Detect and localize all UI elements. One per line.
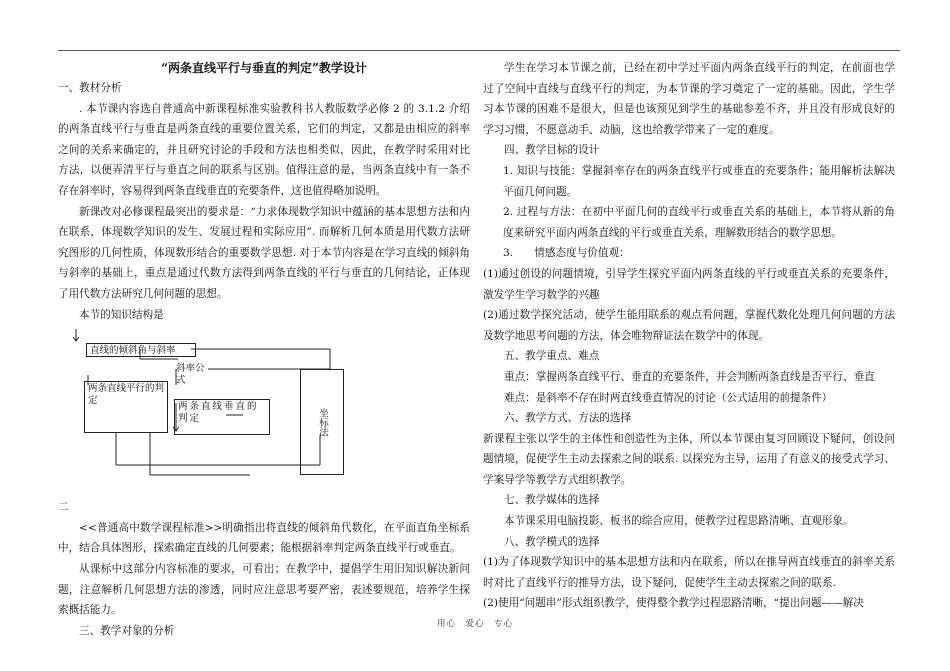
difficult-point: 难点：是斜率不存在时两直线垂直情况的讨论（公式适用的前提条件）	[504, 391, 833, 404]
right-column	[483, 58, 895, 614]
paragraph-structure-intro: 本节的知识结构是	[79, 308, 164, 321]
goal-process-method: 2. 过程与方法：在初中平面几何的直线平行或垂直关系的基础上，本节将从新的角度来研究平面内两条直线的平行或垂直关系，理解数形结合的数学思想。	[503, 206, 895, 239]
section-heading-4: 四、教学目标的设计	[504, 144, 600, 157]
box-perpendicular-criterion: 两条直线垂直的判定	[174, 399, 270, 435]
knowledge-structure-diagram	[58, 325, 470, 497]
section-heading-6: 六、教学方式、方法的选择	[504, 412, 632, 425]
section-heading-5: 五、教学重点、难点	[504, 350, 600, 363]
box-coordinate-method: 坐标法	[300, 369, 344, 475]
left-column	[58, 58, 470, 641]
paragraph-textbook-analysis: . 本节课内容选自普通高中新课程标准实验教科书人教版数学必修 2 的 3.1.2 介绍的两条直线平行与垂直是两条直线的重要位置关系，它们的判定，又都是由相应的斜率之间的关系来确定的，并且研究讨论的手段和方法也相类似，因此，在教学时采用对比方法，以便弄清平行与垂直之间的联系与区别。值得注意的是，当两条直线中有一条不存在斜率时，容易得到两条直线垂直的充要条件，这也值得略加说明。	[58, 102, 470, 197]
document-title: “两条直线平行与垂直的判定”教学设计	[161, 61, 367, 75]
paragraph-student-analysis: 学生在学习本节课之前，已经在初中学过平面内两条直线平行的判定，在前面也学过了空间中直线与直线平行的判定，为本节课的学习奠定了一定的基础。因此，学生学习本节课的困难不是很大，但是也该预见到学生的基础参差不齐，并且没有形成良好的学习习惯，不愿意动手、动脑，这也给教学带来了一定的难度。	[483, 62, 895, 136]
goal-emotion-attitude: 3. 情感态度与价值观：	[503, 247, 630, 260]
section-heading-1: 一、教材分析	[58, 82, 122, 94]
goal-emotion-item-1: (1)通过创设的问题情境，引导学生探究平面内两条直线的平行或垂直关系的充要条件，激发学生学习数学的兴趣	[483, 267, 895, 301]
goal-emotion-item-2: (2)通过数学探究活动，使学生能用联系的观点看问题，掌握代数化处理几何问题的方法及数学地思考问题的方法，体会唯物辩证法在数学中的体现。	[483, 309, 895, 342]
paragraph-standard-requirement: 从课标中这部分内容标准的要求，可看出；在教学中，提倡学生用旧知识解决新问题，注意解析几何思想方法的渗透，同时应注意思考要严密，表述要规范，培养学生探索概括能力。	[58, 562, 470, 617]
section-heading-8: 八、教学模式的选择	[504, 535, 600, 548]
paragraph-mode-2: (2)使用“问题串”形式组织教学，使得整个教学过程思路清晰，“提出问题——解决	[483, 597, 864, 610]
section-heading-3: 三、教学对象的分析	[79, 624, 175, 637]
top-rule	[58, 50, 900, 51]
paragraph-curriculum-reform: 新课改对必修课程最突出的要求是：“力求体现数学知识中蕴涵的基本思想方法和内在联系，体现数学知识的发生、发展过程和实际应用”. 而解析几何本质是用代数方法研究图形的几何性质，体现数形结合的重要数学思想. 对于本节内容是在学习直线的倾斜角与斜率的基础上，重点是通过代数方法得到两条直线的平行与垂直的几何结论，正体现了用代数方法研究几何问题的思想。	[58, 205, 470, 300]
box-slope-formula: 斜率公式	[176, 363, 205, 387]
paragraph-teaching-method: 新课程主张以学生的主体性和创造性为主体，所以本节课由复习回顾设下疑问，创设问题情境，促使学生主动去探索之间的联系. 以探究为主导，运用了有意义的接受式学习、学案导学等教学方式组织教学。	[483, 432, 895, 486]
paragraph-curriculum-standard: <<普通高中数学课程标准>>明确指出将直线的倾斜角代数化，在平面直角坐标系中，结合具体图形，探索确定直线的几何要素；能根据斜率判定两条直线平行或垂直。	[58, 521, 470, 555]
paragraph-mode-1: (1)为了体现数学知识中的基本思想方法和内在联系，所以在推导两直线垂直的斜率关系时对比了直线平行的推导方法，设下疑问，促使学生主动去探索之间的联系.	[483, 556, 895, 589]
goal-knowledge-skills: 1. 知识与技能：掌握斜率存在的两条直线平行或垂直的充要条件；能用解析法解决平面几何问题。	[503, 164, 895, 198]
key-point: 重点：掌握两条直线平行、垂直的充要条件，并会判断两条直线是否平行、垂直	[504, 370, 875, 383]
box-inclination-slope: 直线的倾斜角与斜率	[86, 343, 196, 357]
box-parallel-criterion: 两条直线平行的判定	[84, 381, 168, 433]
page-footer: 用心 爱心 专心	[436, 619, 513, 629]
section-heading-2: 二	[58, 501, 69, 514]
section-heading-7: 七、教学媒体的选择	[504, 494, 600, 507]
paragraph-teaching-media: 本节课采用电脑投影、板书的综合应用，使教学过程思路清晰、直观形象。	[504, 515, 854, 528]
